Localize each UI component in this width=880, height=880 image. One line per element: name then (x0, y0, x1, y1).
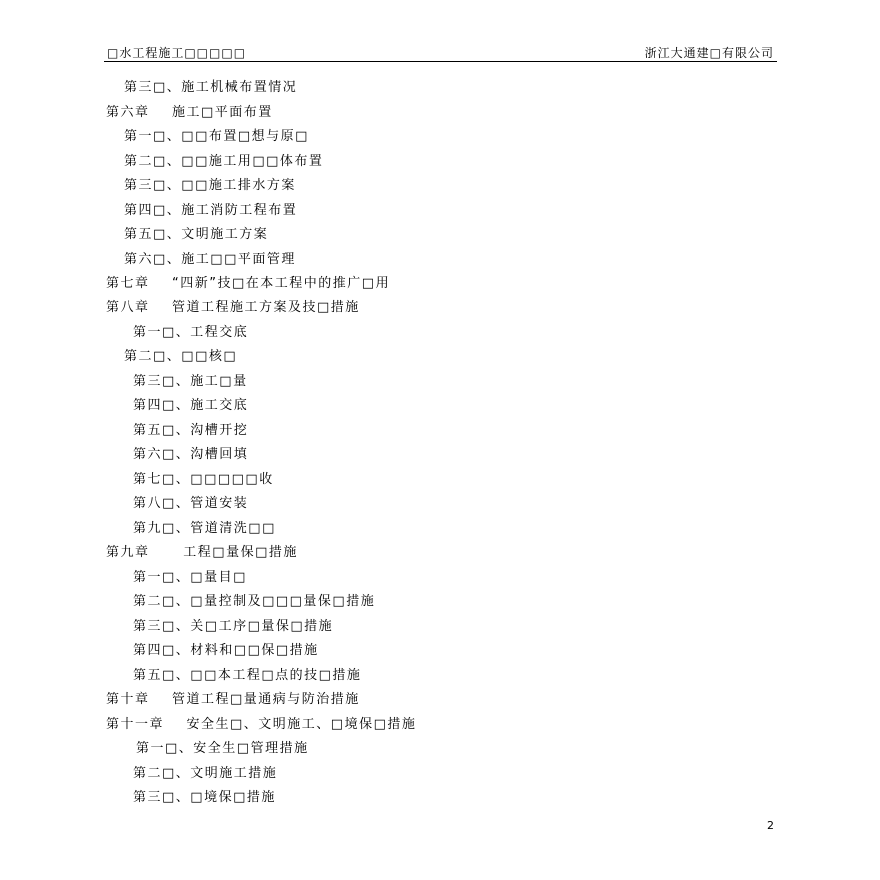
header-title: □水工程施工□□□□□ (107, 46, 247, 60)
toc-entry: 第四□、材料和□□保□措施 (133, 643, 319, 658)
toc-chapter: 第九章 工程□量保□措施 (106, 545, 298, 560)
toc-entry: 第一□、安全生□管理措施 (136, 741, 309, 756)
toc-chapter: 第十一章 安全生□、文明施工、□境保□措施 (106, 717, 417, 732)
toc-entry: 第三□、□境保□措施 (133, 790, 276, 805)
toc-chapter: 第七章 “四新”技□在本工程中的推广□用 (106, 276, 391, 291)
toc-entry: 第九□、管道清洗□□ (133, 521, 276, 536)
toc-entry: 第八□、管道安装 (133, 496, 249, 511)
toc-entry: 第二□、□量控制及□□□量保□措施 (133, 594, 376, 609)
toc-chapter: 第六章 施工□平面布置 (106, 105, 273, 120)
toc-entry: 第三□、施工□量 (133, 374, 248, 389)
toc-entry: 第四□、施工交底 (133, 398, 249, 413)
toc-entry: 第七□、□□□□□收 (133, 472, 274, 487)
toc-entry: 第二□、文明施工措施 (133, 766, 278, 781)
toc-entry: 第六□、沟槽回填 (133, 447, 249, 462)
toc-chapter: 第八章 管道工程施工方案及技□措施 (106, 300, 360, 315)
toc-entry: 第五□、□□本工程□点的技□措施 (133, 668, 362, 683)
page-number: 2 (767, 819, 774, 832)
toc-entry: 第五□、沟槽开挖 (133, 423, 249, 438)
toc-entry: 第一□、□量目□ (133, 570, 247, 585)
toc-chapter: 第十章 管道工程□量通病与防治措施 (106, 692, 360, 707)
header-rule (104, 61, 777, 62)
toc-entry: 第六□、施工□□平面管理 (124, 252, 296, 267)
toc-entry: 第三□、关□工序□量保□措施 (133, 619, 334, 634)
toc-entry: 第四□、施工消防工程布置 (124, 203, 298, 218)
toc-entry: 第二□、□□核□ (124, 349, 238, 364)
header-company: 浙江大通建□有限公司 (644, 46, 774, 60)
toc-entry: 第二□、□□施工用□□体布置 (124, 154, 324, 169)
toc-entry: 第五□、文明施工方案 (124, 227, 269, 242)
toc-entry: 第三□、□□施工排水方案 (124, 178, 296, 193)
toc-entry: 第三□、施工机械布置情况 (124, 80, 298, 95)
toc-entry: 第一□、工程交底 (133, 325, 249, 340)
toc-entry: 第一□、□□布置□想与原□ (124, 129, 309, 144)
